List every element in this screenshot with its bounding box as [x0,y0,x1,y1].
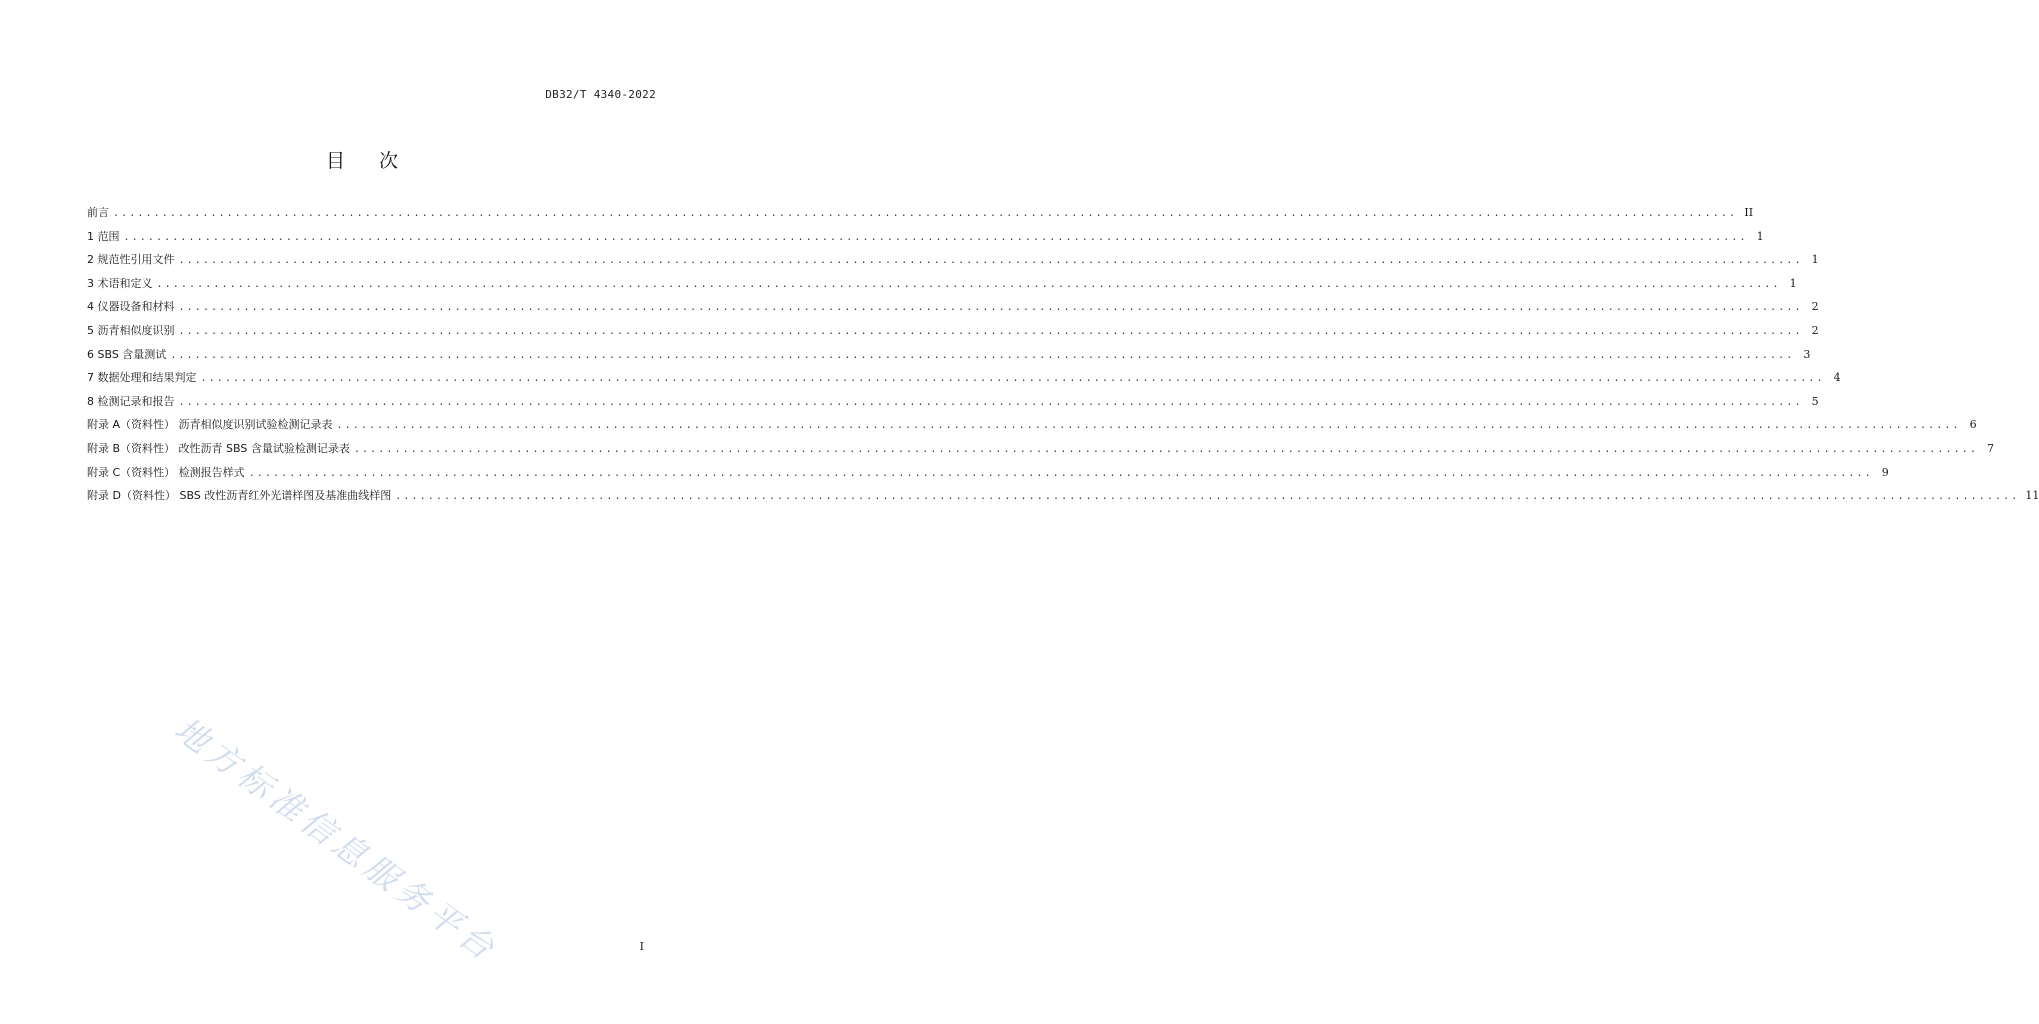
toc-entry-label: 2 规范性引用文件 [87,253,175,267]
toc-entry[interactable] [87,253,1819,277]
toc-entry-label: 附录 C（资料性） 检测报告样式 [87,465,245,479]
toc-entry-page: 5 [1811,394,1819,408]
toc-entry-page: 1 [1789,276,1797,290]
toc-entry-page: 3 [1803,347,1811,361]
toc-entry[interactable] [87,489,2039,513]
toc-entry-label: 8 检测记录和报告 [87,394,175,408]
toc-dot-leader: ........................................................................................................................................................................................................ [178,302,1803,314]
toc-dot-leader: ........................................................................................................................................................................................................ [200,373,1825,385]
toc-entry[interactable] [87,441,1994,466]
toc-dot-leader: ........................................................................................................................................................................................................ [123,231,1748,243]
toc-dot-leader: ........................................................................................................................................................................................................ [353,443,1978,455]
toc-entry-label: 3 术语和定义 [87,276,153,290]
toc-dot-leader: ........................................................................................................................................................................................................ [156,278,1781,290]
toc-entry[interactable] [87,229,1764,254]
watermark: 地方标准信息服务平台 [167,709,506,971]
toc-entry-page: 1 [1756,229,1764,243]
toc-dot-leader: ........................................................................................................................................................................................................ [395,491,2020,503]
toc-entry-page: 7 [1986,441,1994,455]
toc-entry-label: 6 SBS 含量测试 [87,347,167,361]
toc-entry[interactable] [87,323,1819,348]
toc-title: 目次 [325,150,432,172]
toc-entry-label: 1 范围 [87,229,120,243]
toc-entry[interactable] [87,371,1841,395]
toc-dot-leader: ........................................................................................................................................................................................................ [178,255,1803,267]
toc-entry-page: 2 [1811,300,1819,314]
toc-entry[interactable] [87,347,1811,372]
toc-entry-page: 6 [1969,418,1977,432]
toc-entry-label: 附录 A（资料性） 沥青相似度识别试验检测记录表 [87,418,333,432]
toc-entry-label: 5 沥青相似度识别 [87,323,175,337]
toc-entry-label: 4 仪器设备和材料 [87,300,175,314]
toc-entry-page: 4 [1833,371,1841,385]
toc-entry-label: 附录 B（资料性） 改性沥青 SBS 含量试验检测记录表 [87,441,350,455]
toc-dot-leader: ........................................................................................................................................................................................................ [336,420,1961,432]
toc-entry-page: 11 [2025,489,2039,503]
toc-entry-page: 2 [1811,323,1819,337]
toc-entry[interactable] [87,465,1889,490]
toc-entry-label: 前言 [87,206,109,219]
toc-entry-page: 1 [1811,253,1819,267]
toc-entry-label: 附录 D（资料性） SBS 改性沥青红外光谱样图及基准曲线样图 [87,489,392,503]
toc-dot-leader: ........................................................................................................................................................................................................ [178,396,1803,408]
table-of-contents [87,206,2039,513]
toc-entry[interactable] [87,394,1819,419]
toc-entry[interactable] [87,206,1754,230]
toc-dot-leader: ........................................................................................................................................................................................................ [248,467,1873,479]
toc-entry-page: 9 [1881,465,1889,479]
toc-entry-label: 7 数据处理和结果判定 [87,371,197,385]
toc-dot-leader: ........................................................................................................................................................................................................ [113,208,1738,219]
document-code: DB32/T 4340-2022 [545,88,656,101]
toc-entry[interactable] [87,300,1819,324]
toc-entry[interactable] [87,418,1977,442]
toc-dot-leader: ........................................................................................................................................................................................................ [178,325,1803,337]
page-number: I [639,940,644,953]
toc-entry[interactable] [87,276,1797,301]
toc-dot-leader: ........................................................................................................................................................................................................ [170,349,1795,361]
toc-entry-page: II [1744,206,1754,219]
